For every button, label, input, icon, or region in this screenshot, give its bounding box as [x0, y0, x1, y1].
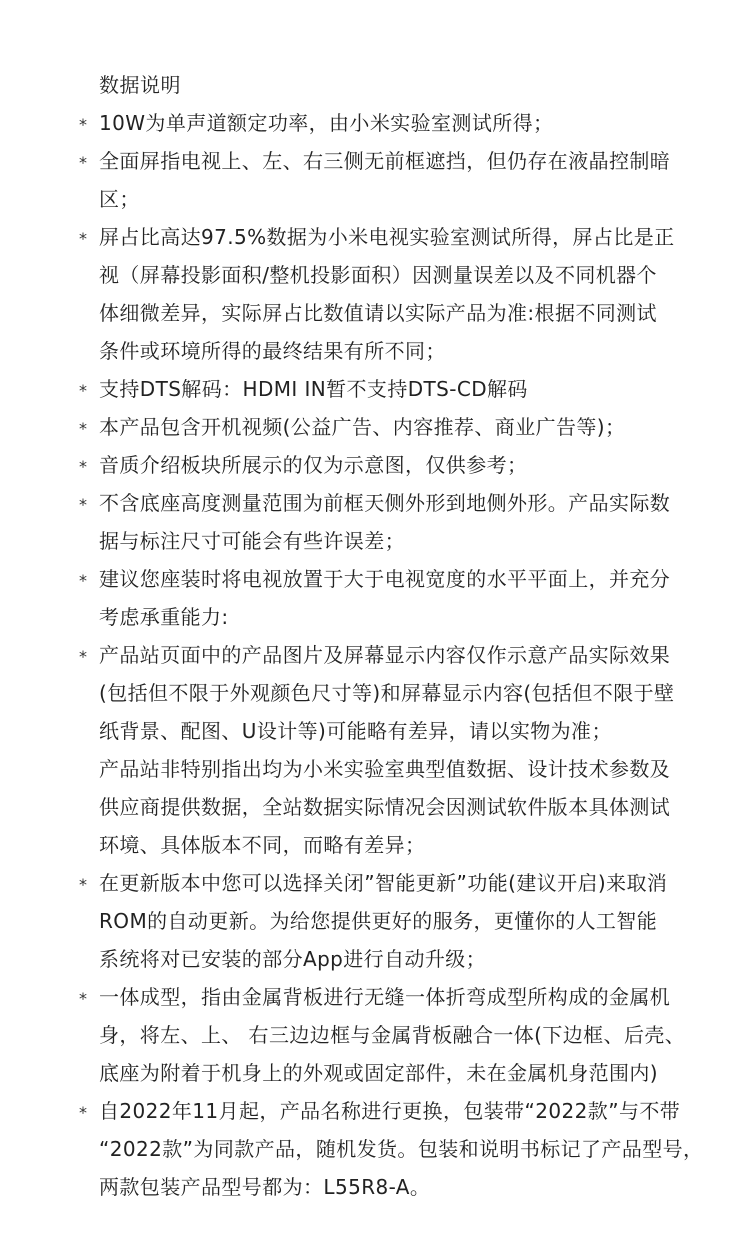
- note-line: 考虑承重能力:: [99, 605, 229, 629]
- bullet-asterisk-icon: *: [79, 381, 87, 400]
- list-item: [0, 446, 689, 484]
- bullet-asterisk-icon: *: [79, 457, 87, 476]
- list-item: [0, 978, 689, 1092]
- note-line: 供应商提供数据，全站数据实际情况会因测试软件版本具体测试: [99, 795, 671, 819]
- bullet-asterisk-icon: *: [79, 647, 87, 666]
- note-line: 身，将左、上、 右三边边框与金属背板融合一体(下边框、后壳、: [99, 1023, 686, 1047]
- list-item: [0, 1092, 704, 1206]
- note-line: 自2022年11月起，产品名称进行更换，包装带“2022款”与不带: [99, 1099, 681, 1123]
- bullet-asterisk-icon: *: [79, 571, 87, 590]
- bullet-asterisk-icon: *: [79, 989, 87, 1008]
- note-line: 全面屏指电视上、左、右三侧无前框遮挡，但仍存在液晶控制暗: [99, 149, 671, 173]
- bullet-asterisk-icon: *: [79, 875, 87, 894]
- note-line: ROM的自动更新。为给您提供更好的服务，更懂你的人工智能: [99, 909, 658, 933]
- list-item: [0, 864, 689, 978]
- note-line: 一体成型，指由金属背板进行无缝一体折弯成型所构成的金属机: [99, 985, 671, 1009]
- list-item: [0, 218, 689, 370]
- bullet-asterisk-icon: *: [79, 153, 87, 172]
- bullet-asterisk-icon: *: [79, 115, 87, 134]
- note-line: 环境、具体版本不同，而略有差异；: [99, 833, 426, 857]
- list-item: [0, 636, 689, 750]
- note-line: 产品站页面中的产品图片及屏幕显示内容仅作示意产品实际效果: [99, 643, 671, 667]
- note-line: (包括但不限于外观颜色尺寸等)和屏幕显示内容(包括但不限于壁: [99, 681, 675, 705]
- note-line: 底座为附着于机身上的外观或固定部件，未在金属机身范围内): [99, 1061, 659, 1085]
- list-item: [0, 142, 689, 218]
- note-line: 区；: [99, 187, 140, 211]
- note-line: 本产品包含开机视频(公益广告、内容推荐、商业广告等)；: [99, 415, 626, 439]
- note-line: 视（屏幕投影面积/整机投影面积）因测量误差以及不同机器个: [99, 263, 657, 287]
- note-line: 据与标注尺寸可能会有些许误差；: [99, 529, 405, 553]
- note-line: 两款包装产品型号都为：L55R8-A。: [99, 1175, 431, 1199]
- list-item: [0, 484, 689, 560]
- note-line: 不含底座高度测量范围为前框天侧外形到地侧外形。产品实际数: [99, 491, 671, 515]
- note-line: 支持DTS解码：HDMI IN暂不支持DTS-CD解码: [99, 377, 528, 401]
- note-line: 纸背景、配图、U设计等)可能略有差异，请以实物为准；: [99, 719, 612, 743]
- note-line: 在更新版本中您可以选择关闭”智能更新”功能(建议开启)来取消: [99, 871, 668, 895]
- note-line: “2022款”为同款产品，随机发货。包装和说明书标记了产品型号，: [99, 1137, 704, 1161]
- bullet-asterisk-icon: *: [79, 419, 87, 438]
- note-line: 产品站非特别指出均为小米实验室典型值数据、设计技术参数及: [99, 757, 671, 781]
- note-line: 体细微差异，实际屏占比数值请以实际产品为准:根据不同测试: [99, 301, 657, 325]
- bullet-asterisk-icon: *: [79, 1103, 87, 1122]
- note-line: 系统将对已安装的部分App进行自动升级；: [99, 947, 487, 971]
- list-item: [0, 560, 689, 636]
- list-item: [0, 104, 689, 142]
- note-line: 音质介绍板块所展示的仅为示意图，仅供参考；: [99, 453, 528, 477]
- note-line: 10W为单声道额定功率，由小米实验室测试所得；: [99, 111, 554, 135]
- list-item: [0, 750, 689, 864]
- note-line: 屏占比高达97.5%数据为小米电视实验室测试所得，屏占比是正: [99, 225, 675, 249]
- note-line: 条件或环境所得的最终结果有所不同；: [99, 339, 446, 363]
- bullet-asterisk-icon: *: [79, 229, 87, 248]
- list-item: [0, 408, 689, 446]
- notes-list: [0, 104, 750, 1206]
- page-title: 数据说明: [99, 73, 181, 97]
- bullet-asterisk-icon: *: [79, 495, 87, 514]
- note-line: 建议您座装时将电视放置于大于电视宽度的水平平面上，并充分: [99, 567, 671, 591]
- list-item: [0, 370, 689, 408]
